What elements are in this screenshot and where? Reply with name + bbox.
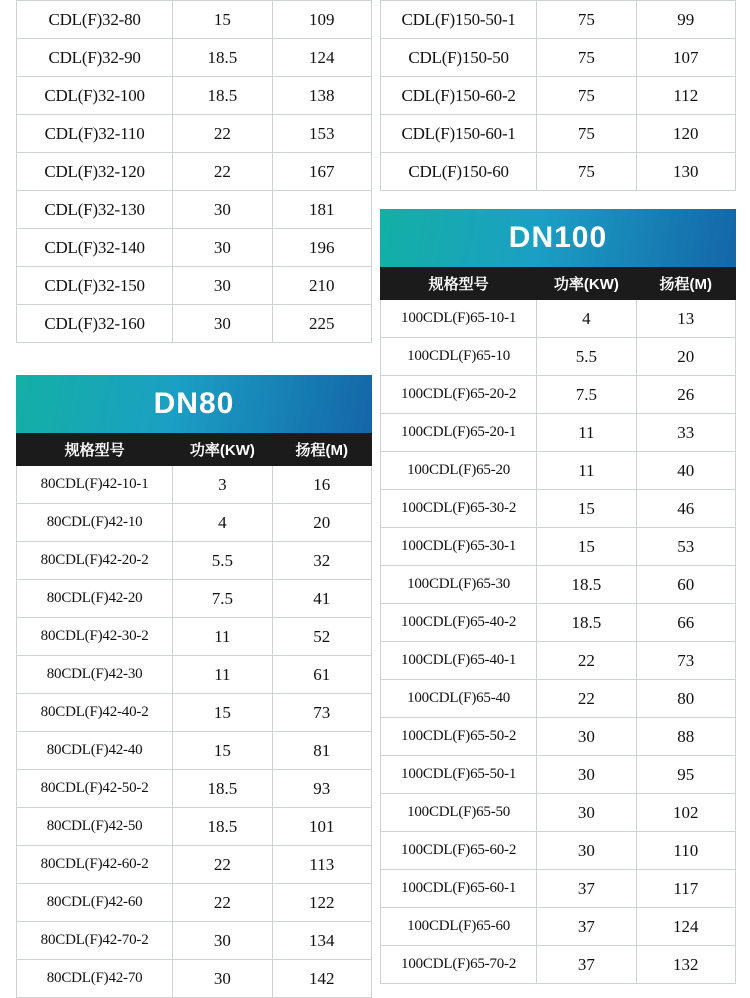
cell-power: 4 [537,300,636,338]
cell-power: 75 [537,77,636,115]
cell-power: 30 [173,229,272,267]
table-row [17,153,372,191]
cell-head: 73 [636,642,735,680]
table-row [381,452,736,490]
cell-power: 37 [537,870,636,908]
cell-power: 22 [537,642,636,680]
cell-model: CDL(F)32-140 [17,229,173,267]
cell-power: 30 [537,794,636,832]
table-row [381,338,736,376]
cell-power: 22 [173,846,272,884]
cell-power: 18.5 [537,566,636,604]
cdl150-table [380,0,736,191]
cell-head: 20 [272,504,371,542]
table-row [381,528,736,566]
cell-model: 100CDL(F)65-20 [381,452,537,490]
header-model: 规格型号 [17,434,173,466]
cell-power: 4 [173,504,272,542]
cell-head: 124 [272,39,371,77]
cell-model: 100CDL(F)65-70-2 [381,946,537,984]
table-row [17,115,372,153]
cell-model: 100CDL(F)65-60-1 [381,870,537,908]
table-row [17,656,372,694]
cell-head: 16 [272,466,371,504]
table-row [17,960,372,998]
table-row [381,718,736,756]
cell-power: 15 [173,1,272,39]
cell-power: 75 [537,39,636,77]
cell-power: 30 [173,267,272,305]
table-row [381,908,736,946]
cell-head: 112 [636,77,735,115]
cell-power: 75 [537,153,636,191]
table-row [381,832,736,870]
cell-model: 80CDL(F)42-70-2 [17,922,173,960]
table-row [17,1,372,39]
cell-model: CDL(F)150-50 [381,39,537,77]
table-row [17,39,372,77]
dn100-rows [381,300,736,984]
cdl32-table [16,0,372,343]
cell-head: 88 [636,718,735,756]
cell-power: 7.5 [173,580,272,618]
cell-model: 80CDL(F)42-40 [17,732,173,770]
table-row [381,376,736,414]
cell-model: 80CDL(F)42-40-2 [17,694,173,732]
table-row [17,267,372,305]
cell-head: 60 [636,566,735,604]
cell-head: 225 [272,305,371,343]
cell-power: 15 [173,694,272,732]
cell-head: 120 [636,115,735,153]
cell-model: 100CDL(F)65-40-2 [381,604,537,642]
cell-head: 80 [636,680,735,718]
spacer [16,343,372,375]
dn100-section [380,209,736,984]
cell-head: 66 [636,604,735,642]
cell-power: 18.5 [173,39,272,77]
table-row [381,39,736,77]
header-power: 功率(KW) [537,268,636,300]
cell-head: 61 [272,656,371,694]
header-power: 功率(KW) [173,434,272,466]
header-head: 扬程(M) [272,434,371,466]
cell-power: 22 [173,115,272,153]
cell-head: 117 [636,870,735,908]
table-row [381,642,736,680]
dn80-rows [17,466,372,998]
table-row [381,604,736,642]
right-column [380,0,736,984]
table-row [381,566,736,604]
table-row [381,153,736,191]
cell-model: 80CDL(F)42-60 [17,884,173,922]
cell-model: CDL(F)32-100 [17,77,173,115]
cell-head: 26 [636,376,735,414]
cell-head: 153 [272,115,371,153]
table-row [381,794,736,832]
cell-head: 181 [272,191,371,229]
cell-head: 20 [636,338,735,376]
cell-model: 80CDL(F)42-50-2 [17,770,173,808]
cell-model: 80CDL(F)42-10 [17,504,173,542]
cell-model: 100CDL(F)65-20-2 [381,376,537,414]
cell-head: 102 [636,794,735,832]
dn100-table [380,267,736,984]
spacer [380,191,736,209]
cell-model: CDL(F)150-60 [381,153,537,191]
cell-model: CDL(F)32-160 [17,305,173,343]
cell-head: 101 [272,808,371,846]
cell-power: 18.5 [173,770,272,808]
cell-model: 100CDL(F)65-30-2 [381,490,537,528]
cell-head: 109 [272,1,371,39]
cell-model: 80CDL(F)42-20-2 [17,542,173,580]
table-row [17,922,372,960]
table-row [17,77,372,115]
cell-power: 5.5 [537,338,636,376]
cell-head: 167 [272,153,371,191]
dn100-column-headers [381,268,736,300]
cell-power: 30 [173,922,272,960]
cell-model: 100CDL(F)65-60 [381,908,537,946]
cell-head: 122 [272,884,371,922]
cell-head: 93 [272,770,371,808]
cell-model: 80CDL(F)42-70 [17,960,173,998]
cell-model: 100CDL(F)65-30 [381,566,537,604]
cell-head: 134 [272,922,371,960]
table-row [17,504,372,542]
cell-model: CDL(F)32-120 [17,153,173,191]
dn80-table [16,433,372,998]
cell-model: CDL(F)32-80 [17,1,173,39]
cell-power: 22 [173,884,272,922]
cell-head: 13 [636,300,735,338]
cell-power: 11 [537,452,636,490]
table-row [17,229,372,267]
cdl32-table-continuation [16,0,372,343]
cell-power: 15 [173,732,272,770]
cdl32-rows [17,1,372,343]
cell-model: 100CDL(F)65-50-2 [381,718,537,756]
cell-head: 99 [636,1,735,39]
cdl150-table-continuation [380,0,736,191]
cell-model: CDL(F)150-60-2 [381,77,537,115]
cell-head: 81 [272,732,371,770]
cell-head: 46 [636,490,735,528]
cell-model: 100CDL(F)65-10 [381,338,537,376]
table-row [17,694,372,732]
cell-power: 11 [537,414,636,452]
left-column [16,0,372,998]
cell-model: 80CDL(F)42-60-2 [17,846,173,884]
cell-head: 41 [272,580,371,618]
cell-head: 142 [272,960,371,998]
table-row [17,542,372,580]
cell-model: CDL(F)150-60-1 [381,115,537,153]
cell-power: 18.5 [173,808,272,846]
cell-model: 100CDL(F)65-50-1 [381,756,537,794]
table-row [17,580,372,618]
cell-power: 75 [537,115,636,153]
cell-power: 3 [173,466,272,504]
cell-power: 11 [173,656,272,694]
cell-model: 80CDL(F)42-20 [17,580,173,618]
cell-model: 100CDL(F)65-40 [381,680,537,718]
cell-head: 110 [636,832,735,870]
cell-head: 113 [272,846,371,884]
table-row [381,680,736,718]
table-row [17,191,372,229]
cell-head: 132 [636,946,735,984]
cell-model: CDL(F)32-150 [17,267,173,305]
cell-head: 40 [636,452,735,490]
table-row [17,618,372,656]
cell-power: 18.5 [173,77,272,115]
table-row [17,808,372,846]
cell-head: 107 [636,39,735,77]
cell-head: 210 [272,267,371,305]
table-row [381,300,736,338]
dn80-column-headers [17,434,372,466]
cell-head: 73 [272,694,371,732]
cell-power: 30 [537,718,636,756]
table-row [381,756,736,794]
table-row [17,732,372,770]
cell-power: 15 [537,528,636,566]
table-row [381,946,736,984]
cell-model: 80CDL(F)42-10-1 [17,466,173,504]
cell-power: 30 [537,756,636,794]
cell-power: 22 [173,153,272,191]
cell-model: 100CDL(F)65-40-1 [381,642,537,680]
table-row [381,115,736,153]
cell-power: 37 [537,908,636,946]
table-row [17,770,372,808]
cell-model: 100CDL(F)65-10-1 [381,300,537,338]
dn100-banner: DN100 [380,209,736,267]
dn80-section [16,375,372,998]
table-row [17,466,372,504]
cell-power: 75 [537,1,636,39]
cell-head: 138 [272,77,371,115]
cell-model: CDL(F)32-110 [17,115,173,153]
table-row [17,846,372,884]
cell-head: 130 [636,153,735,191]
cell-power: 37 [537,946,636,984]
cell-model: CDL(F)32-90 [17,39,173,77]
table-row [381,870,736,908]
cell-power: 22 [537,680,636,718]
cell-model: 100CDL(F)65-30-1 [381,528,537,566]
cdl150-rows [381,1,736,191]
cell-power: 30 [173,960,272,998]
table-row [381,414,736,452]
cell-model: 80CDL(F)42-30-2 [17,618,173,656]
table-row [381,490,736,528]
cell-power: 15 [537,490,636,528]
cell-model: 80CDL(F)42-50 [17,808,173,846]
cell-power: 7.5 [537,376,636,414]
cell-power: 30 [537,832,636,870]
table-row [381,77,736,115]
header-model: 规格型号 [381,268,537,300]
header-head: 扬程(M) [636,268,735,300]
cell-power: 30 [173,305,272,343]
table-row [17,884,372,922]
cell-head: 33 [636,414,735,452]
cell-head: 53 [636,528,735,566]
cell-head: 124 [636,908,735,946]
cell-head: 32 [272,542,371,580]
table-row [17,305,372,343]
cell-model: 100CDL(F)65-60-2 [381,832,537,870]
cell-power: 11 [173,618,272,656]
cell-head: 52 [272,618,371,656]
cell-model: 80CDL(F)42-30 [17,656,173,694]
dn80-banner: DN80 [16,375,372,433]
cell-model: CDL(F)150-50-1 [381,1,537,39]
cell-model: 100CDL(F)65-20-1 [381,414,537,452]
cell-model: CDL(F)32-130 [17,191,173,229]
cell-model: 100CDL(F)65-50 [381,794,537,832]
cell-power: 5.5 [173,542,272,580]
cell-head: 95 [636,756,735,794]
cell-head: 196 [272,229,371,267]
cell-power: 30 [173,191,272,229]
table-row [381,1,736,39]
cell-power: 18.5 [537,604,636,642]
